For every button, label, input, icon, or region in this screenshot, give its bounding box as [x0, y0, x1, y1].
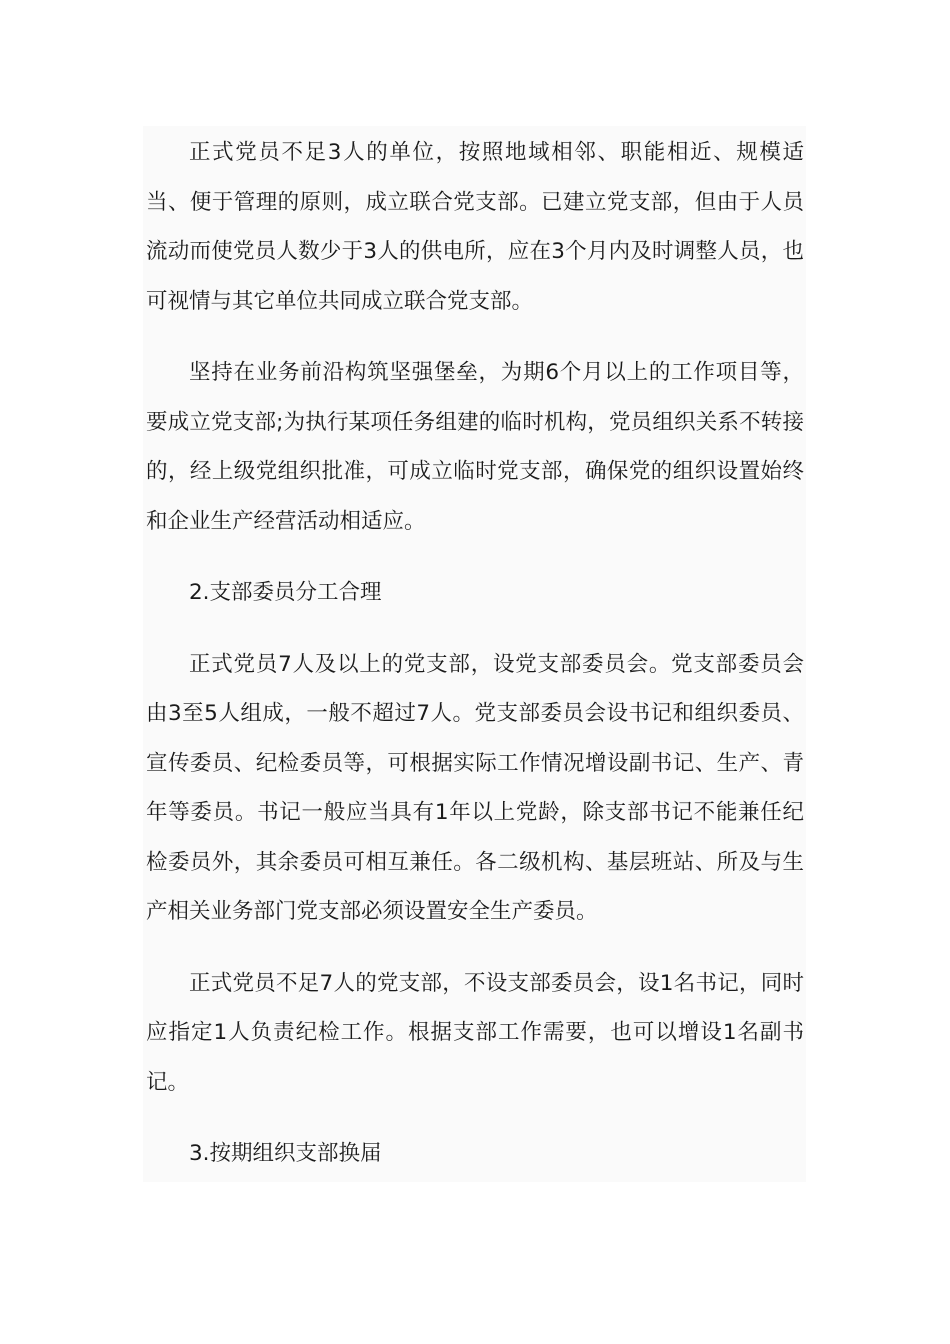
- section-heading-committee: 2.支部委员分工合理: [189, 580, 382, 605]
- paragraph-temporary-branch: 坚持在业务前沿构筑坚强堡垒，为期6个月以上的工作项目等，要成立党支部;为执行某项任务组建的临时机构，党员组织关系不转接的，经上级党组织批准，可成立临时党支部，确保党的组织设置始终和企业生产经营活动相适应。: [146, 360, 804, 534]
- paragraph-joint-branch: 正式党员不足3人的单位，按照地域相邻、职能相近、规模适当、便于管理的原则，成立联合党支部。已建立党支部，但由于人员流动而使党员人数少于3人的供电所，应在3个月内及时调整人员，也可视情与其它单位共同成立联合党支部。: [146, 140, 804, 314]
- document-body: [146, 128, 804, 1179]
- paragraph-gap: [146, 546, 804, 568]
- section-heading-election: 3.按期组织支部换届: [189, 1141, 382, 1166]
- paragraph-gap: [146, 1107, 804, 1129]
- paragraph-gap: [146, 937, 804, 959]
- paragraph-gap: [146, 618, 804, 640]
- paragraph-small-branch: 正式党员不足7人的党支部，不设支部委员会，设1名书记，同时应指定1人负责纪检工作。根据支部工作需要，也可以增设1名副书记。: [146, 970, 804, 1095]
- paragraph-gap: [146, 326, 804, 348]
- paragraph-committee-composition: 正式党员7人及以上的党支部，设党支部委员会。党支部委员会由3至5人组成，一般不超过7人。党支部委员会设书记和组织委员、宣传委员、纪检委员等，可根据实际工作情况增设副书记、生产、青年等委员。书记一般应当具有1年以上党龄，除支部书记不能兼任纪检委员外，其余委员可相互兼任。各二级机构、基层班站、所及与生产相关业务部门党支部必须设置安全生产委员。: [146, 651, 804, 924]
